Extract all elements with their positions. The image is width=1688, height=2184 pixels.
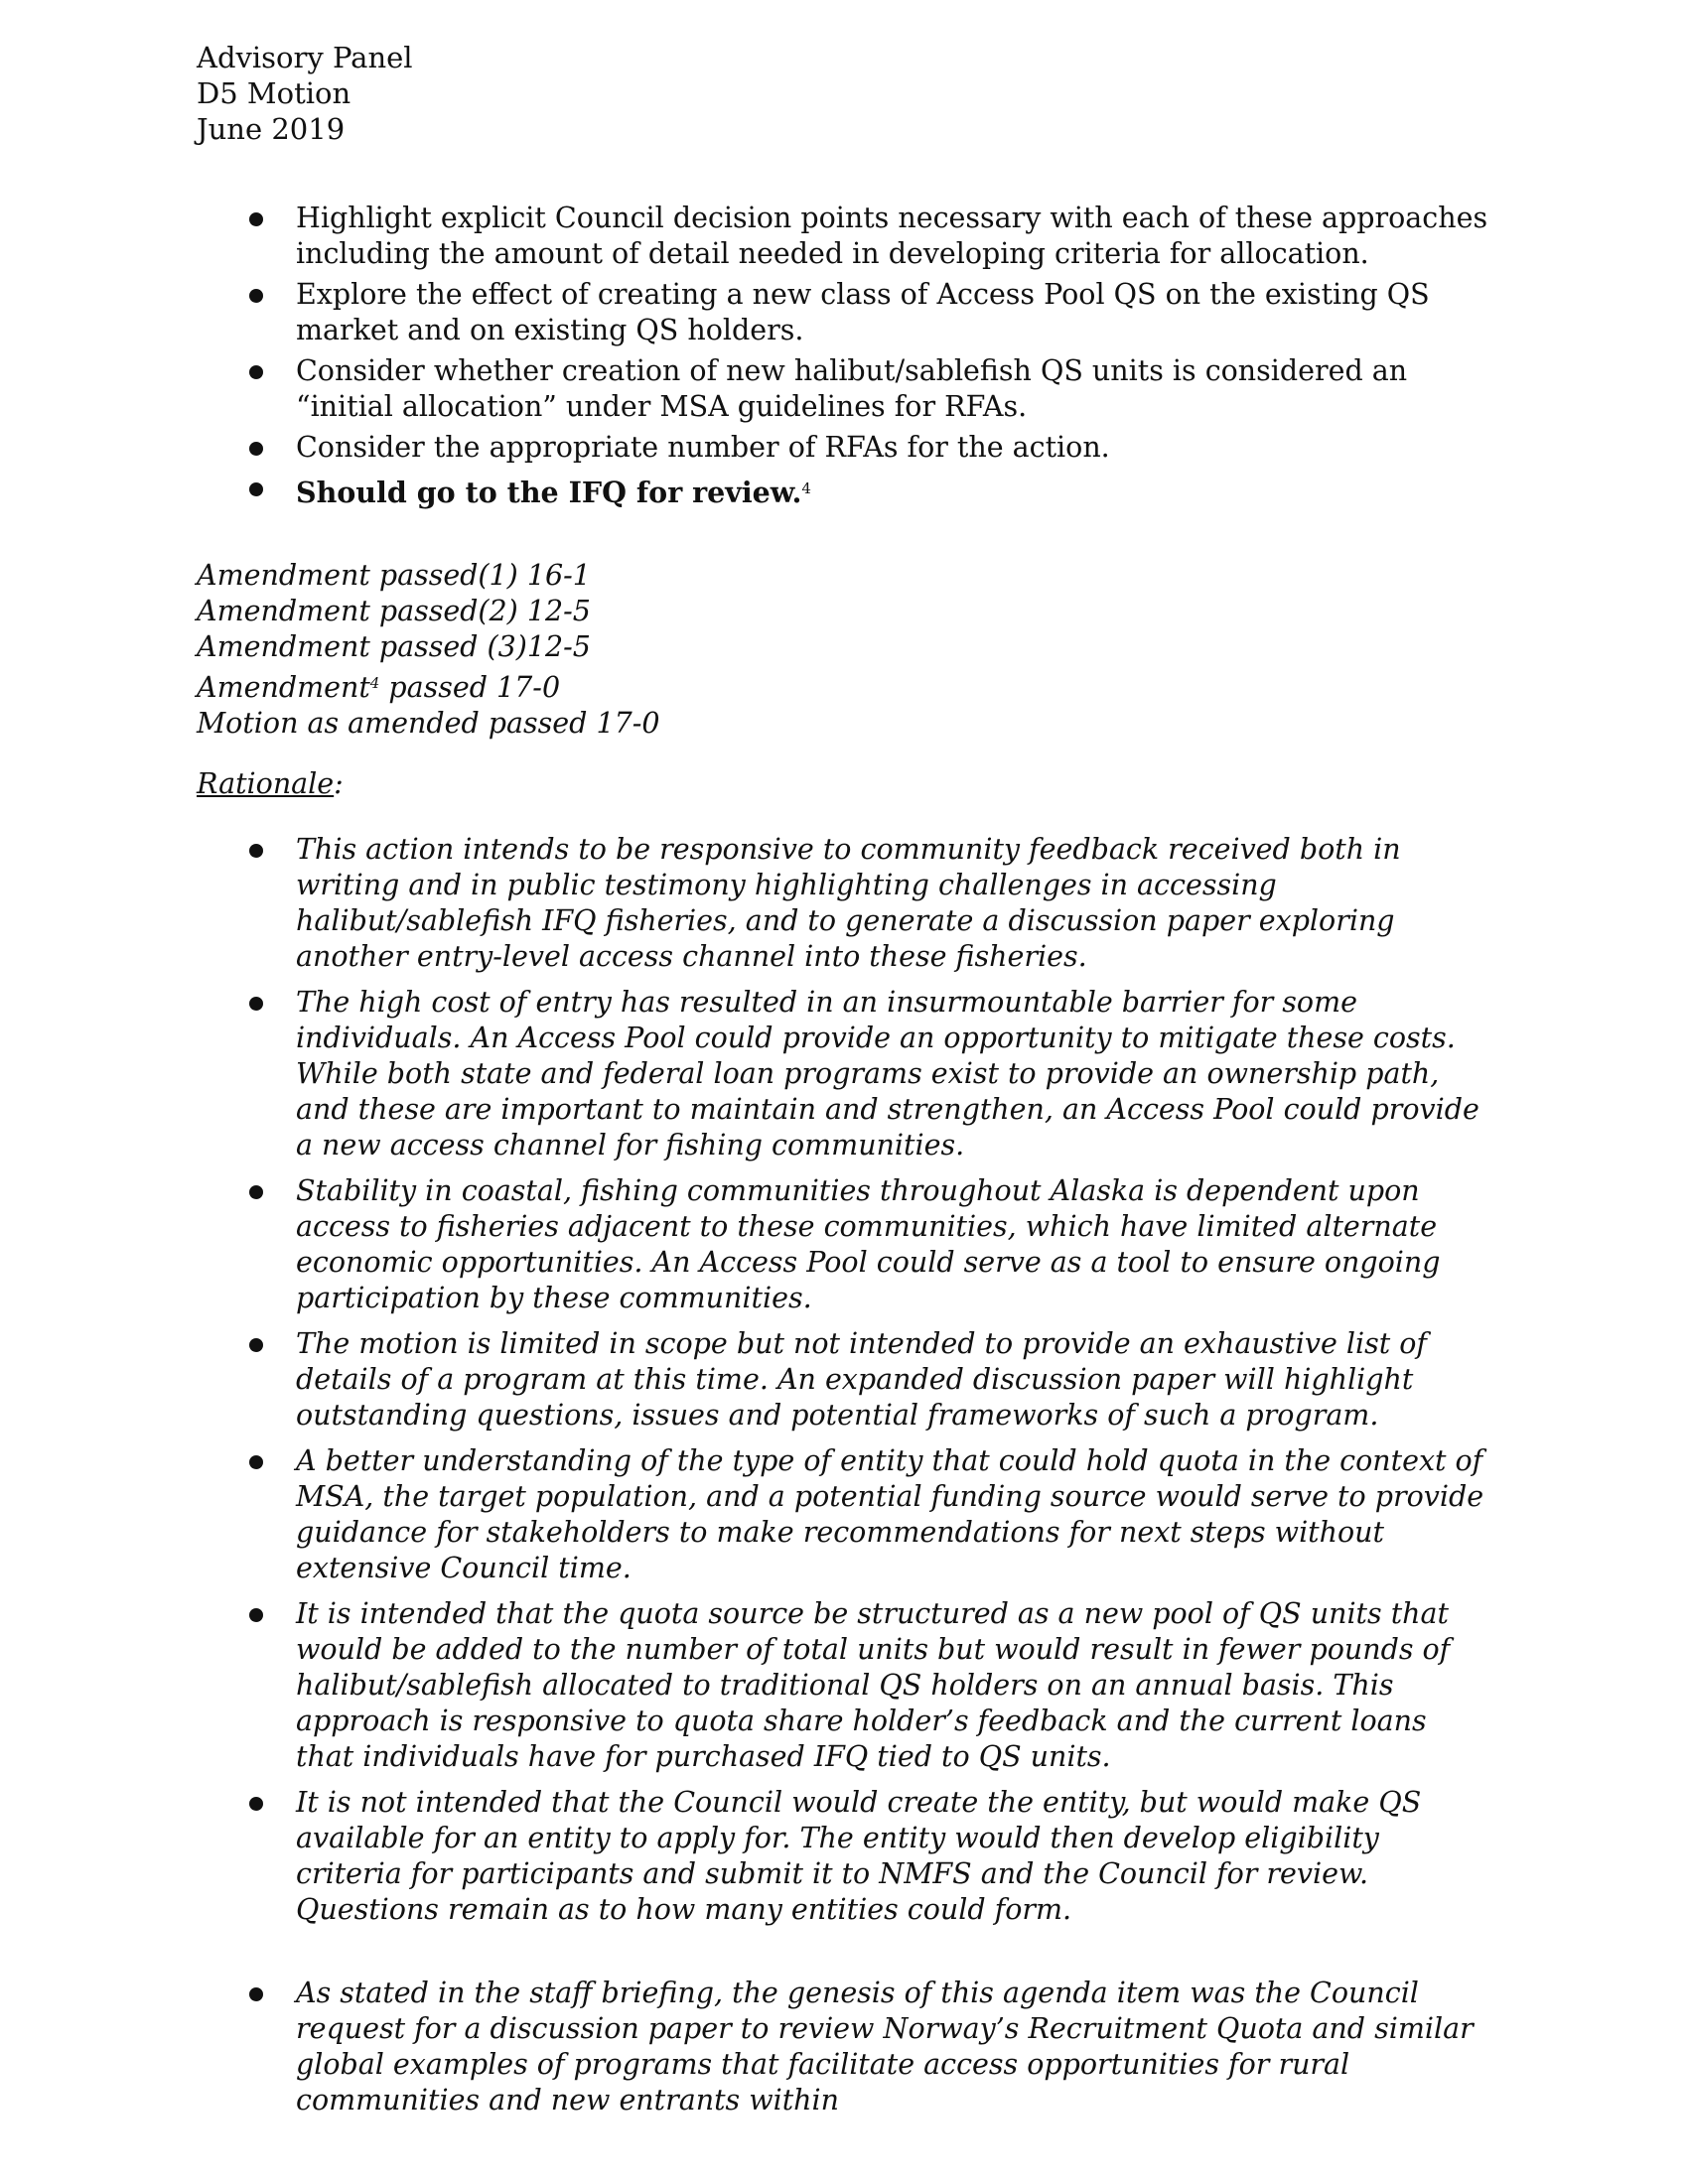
list-item: Stability in coastal, fishing communities throughout Alaska is dependent upon access to fisheries adjacent to these communities, which have limited alternate economic opportunities. An Access Pool could serve as a tool to ensure ongoing participation by these communities. xyxy=(296,1173,1487,1316)
bullet-icon xyxy=(249,289,263,303)
header-panel-name: Advisory Panel xyxy=(197,41,413,74)
bullet-icon xyxy=(249,365,263,379)
header-motion-id: D5 Motion xyxy=(197,76,352,110)
vote-line: Amendment passed(1) 16-1 xyxy=(197,559,591,592)
list-item: As stated in the staff briefing, the genesis of this agenda item was the Council request for a discussion paper to review Norway’s Recruitment Quota and similar global examples of programs that facilitate access opportunities for rural communities and new entrants within xyxy=(296,1976,1487,2118)
footnote-marker: 4 xyxy=(801,479,811,497)
rationale-bullet-list xyxy=(296,832,1487,2128)
motion-bullet-list xyxy=(296,201,1507,515)
list-item: The motion is limited in scope but not intended to provide an exhaustive list of details of a program at this time. An expanded discussion paper will highlight outstanding questions, issues and potential frameworks of such a program. xyxy=(296,1326,1487,1433)
bullet-icon xyxy=(249,1185,263,1199)
vote-line: Amendment passed(2) 12-5 xyxy=(197,595,591,627)
list-item: It is not intended that the Council would create the entity, but would make QS available for an entity to apply for. The entity would then develop eligibility criteria for participants and submit it to NMFS and the Council for review. Questions remain as to how many entities could form. xyxy=(296,1785,1487,1928)
document-header xyxy=(197,40,413,147)
bullet-icon xyxy=(249,1455,263,1469)
bullet-icon xyxy=(249,482,263,496)
vote-line: Amendment$^4$ passed 17-0 xyxy=(197,671,561,704)
bullet-icon xyxy=(249,1338,263,1352)
bullet-icon xyxy=(249,1608,263,1622)
footnote-marker: 4 xyxy=(369,674,380,692)
list-item: This action intends to be responsive to community feedback received both in writing and in public testimony highlighting challenges in accessing halibut/sablefish IFQ fisheries, and to generate a discussion paper exploring another entry-level access channel into these fisheries. xyxy=(296,832,1487,975)
list-item: Consider the appropriate number of RFAs for the action. xyxy=(296,430,1507,466)
list-item: It is intended that the quota source be structured as a new pool of QS units that would be added to the number of total units but would result in fewer pounds of halibut/sablefish allocated to traditional QS holders on an annual basis. This approach is responsive to quota share holder’s feedback and the current loans that individuals have for purchased IFQ tied to QS units. xyxy=(296,1596,1487,1775)
rationale-heading: Rationale: xyxy=(197,767,344,800)
list-item: The high cost of entry has resulted in an insurmountable barrier for some individuals. An Access Pool could provide an opportunity to mitigate these costs. While both state and federal loan programs exist to provide an ownership path, and these are important to maintain and strengthen, an Access Pool could provide a new access channel for fishing communities. xyxy=(296,985,1487,1163)
vote-line: Motion as amended passed 17-0 xyxy=(197,707,660,740)
list-item: Highlight explicit Council decision points necessary with each of these approaches including the amount of detail needed in developing criteria for allocation. xyxy=(296,201,1507,272)
bullet-icon xyxy=(249,212,263,226)
bullet-icon xyxy=(249,997,263,1011)
vote-results xyxy=(197,558,660,742)
list-item: A better understanding of the type of entity that could hold quota in the context of MSA, the target population, and a potential funding source would serve to provide guidance for stakeholders to make recommendations for next steps without extensive Council time. xyxy=(296,1443,1487,1586)
bullet-icon xyxy=(249,1797,263,1811)
header-date: June 2019 xyxy=(197,112,346,146)
bullet-icon xyxy=(249,442,263,456)
list-item: Consider whether creation of new halibut/sablefish QS units is considered an “initial allocation” under MSA guidelines for RFAs. xyxy=(296,353,1507,425)
list-item: Explore the effect of creating a new class of Access Pool QS on the existing QS market and on existing QS holders. xyxy=(296,277,1507,348)
vote-line: Amendment passed (3)12-5 xyxy=(197,630,591,663)
list-item-ifq-review: Should go to the IFQ for review.$^4$ xyxy=(296,471,1507,510)
bullet-icon xyxy=(249,844,263,858)
bullet-icon xyxy=(249,1987,263,2001)
